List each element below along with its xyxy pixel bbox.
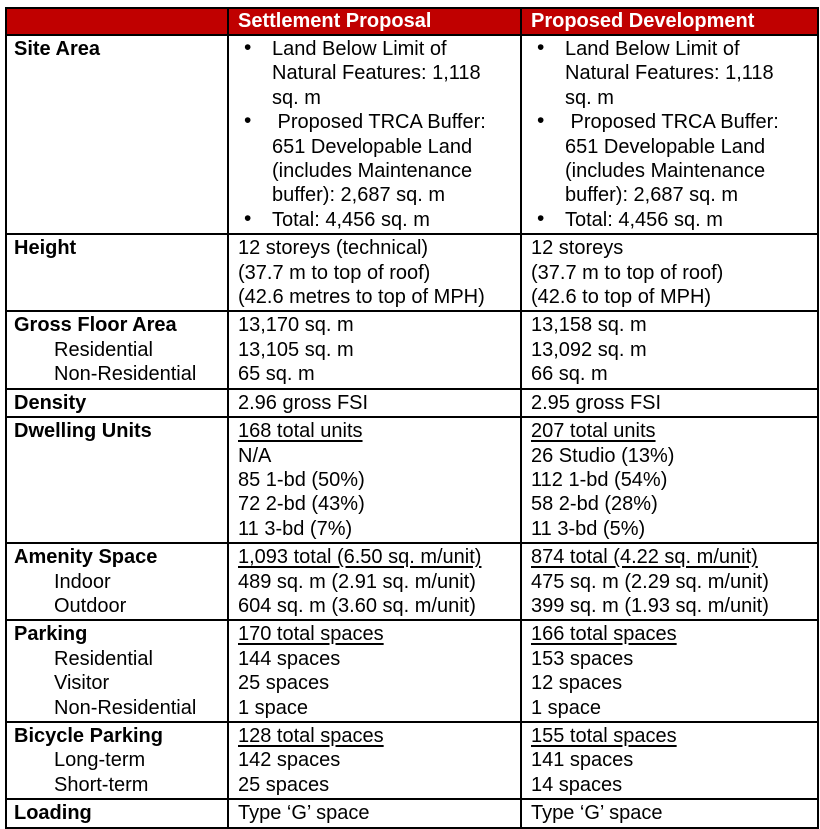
bullet-text: Proposed TRCA Buffer:	[565, 111, 779, 134]
value-line: 399 sq. m (1.93 sq. m/unit)	[531, 594, 769, 617]
value-line: 13,092 sq. m	[531, 338, 647, 361]
settlement-value-cell	[228, 799, 521, 827]
row-sublabel: Non-Residential	[54, 363, 197, 386]
value-line: 112 1-bd (54%)	[531, 468, 668, 491]
row-label-cell	[6, 389, 228, 417]
bullet-line	[238, 110, 517, 134]
comparison-table	[5, 7, 819, 829]
settlement-value-cell	[228, 722, 521, 799]
bullet-line	[238, 37, 517, 61]
row-label-cell	[6, 417, 228, 543]
value-line: 170 total spaces	[238, 623, 384, 646]
value-line: 13,158 sq. m	[531, 314, 647, 337]
settlement-value-cell	[228, 35, 521, 234]
corner-header-cell	[6, 8, 228, 35]
row-sublabel: Visitor	[54, 672, 110, 695]
development-value-cell	[521, 799, 818, 827]
value-line: 85 1-bd (50%)	[238, 468, 365, 491]
value-line: 604 sq. m (3.60 sq. m/unit)	[238, 594, 476, 617]
value-line: Natural Features: 1,118	[272, 62, 481, 85]
value-line: 651 Developable Land	[565, 135, 766, 158]
value-line: sq. m	[272, 86, 321, 109]
comparison-table-container	[5, 7, 819, 829]
development-value-cell	[521, 389, 818, 417]
table-row-bicycle-parking	[6, 722, 818, 799]
value-line: 25 spaces	[238, 672, 330, 695]
table-row-loading	[6, 799, 818, 827]
value-line: 141 spaces	[531, 749, 634, 772]
value-line: 66 sq. m	[531, 363, 608, 386]
row-sublabel: Non-Residential	[54, 696, 197, 719]
settlement-value-cell	[228, 234, 521, 311]
development-value-cell	[521, 311, 818, 388]
table-row-amenity-space	[6, 543, 818, 620]
row-label: Parking	[14, 623, 88, 646]
value-line: 12 storeys	[531, 237, 624, 260]
value-line: 65 sq. m	[238, 363, 315, 386]
row-label-cell	[6, 35, 228, 234]
value-line: 153 spaces	[531, 647, 634, 670]
table-row-gross-floor-area	[6, 311, 818, 388]
settlement-value-cell	[228, 543, 521, 620]
proposed-development-header: Proposed Development	[521, 8, 818, 35]
row-label-cell	[6, 543, 228, 620]
settlement-value-cell	[228, 417, 521, 543]
row-label-cell	[6, 722, 228, 799]
row-sublabel: Outdoor	[54, 594, 127, 617]
value-line: (includes Maintenance	[565, 160, 766, 183]
row-sublabel: Residential	[54, 647, 153, 670]
bullet-text: Land Below Limit of	[565, 38, 740, 60]
bullet-line	[531, 37, 814, 61]
development-value-cell	[521, 722, 818, 799]
header-row	[6, 8, 818, 35]
value-line: (42.6 metres to top of MPH)	[238, 286, 485, 309]
value-line: 144 spaces	[238, 647, 341, 670]
table-row-height	[6, 234, 818, 311]
value-line: 142 spaces	[238, 749, 341, 772]
value-line: Type ‘G’ space	[238, 802, 370, 825]
value-line: (includes Maintenance	[272, 160, 473, 183]
value-line: 489 sq. m (2.91 sq. m/unit)	[238, 570, 476, 593]
row-label: Amenity Space	[14, 546, 158, 569]
development-value-cell	[521, 35, 818, 234]
value-line: 12 storeys (technical)	[238, 237, 429, 260]
bullet-line	[238, 208, 517, 232]
value-line: 72 2-bd (43%)	[238, 493, 365, 516]
table-row-parking	[6, 620, 818, 722]
value-line: 2.96 gross FSI	[238, 391, 369, 414]
bullet-marker-icon: •	[244, 206, 252, 230]
row-sublabel: Residential	[54, 338, 153, 361]
value-line: sq. m	[565, 86, 614, 109]
bullet-text: Total: 4,456 sq. m	[565, 208, 723, 231]
value-line: Natural Features: 1,118	[565, 62, 774, 85]
value-line: 11 3-bd (7%)	[238, 517, 353, 540]
row-sublabel: Short-term	[54, 773, 149, 796]
row-label: Bicycle Parking	[14, 724, 163, 747]
value-line: 25 spaces	[238, 773, 330, 796]
value-line: N/A	[238, 444, 272, 467]
bullet-marker-icon: •	[537, 109, 545, 133]
row-label: Loading	[14, 802, 92, 825]
value-line: 1 space	[531, 696, 602, 719]
development-value-cell	[521, 620, 818, 722]
table-row-dwelling-units	[6, 417, 818, 543]
value-line: 874 total (4.22 sq. m/unit)	[531, 546, 758, 569]
value-line: 128 total spaces	[238, 724, 384, 747]
table-row-site-area	[6, 35, 818, 234]
bullet-marker-icon: •	[537, 36, 545, 59]
value-line: 207 total units	[531, 420, 656, 443]
value-line: 168 total units	[238, 420, 363, 443]
development-value-cell	[521, 234, 818, 311]
row-label: Site Area	[14, 38, 100, 60]
row-label: Gross Floor Area	[14, 314, 177, 337]
development-value-cell	[521, 543, 818, 620]
bullet-marker-icon: •	[244, 109, 252, 133]
value-line: 26 Studio (13%)	[531, 444, 675, 467]
bullet-line	[531, 208, 814, 232]
value-line: 651 Developable Land	[272, 135, 473, 158]
value-line: 475 sq. m (2.29 sq. m/unit)	[531, 570, 769, 593]
value-line: Type ‘G’ space	[531, 802, 663, 825]
value-line: buffer): 2,687 sq. m	[272, 184, 446, 207]
value-line: (42.6 to top of MPH)	[531, 286, 712, 309]
development-value-cell	[521, 417, 818, 543]
row-sublabel: Long-term	[54, 749, 146, 772]
value-line: 155 total spaces	[531, 724, 677, 747]
row-label: Dwelling Units	[14, 420, 152, 443]
row-sublabel: Indoor	[54, 570, 111, 593]
value-line: 12 spaces	[531, 672, 623, 695]
settlement-value-cell	[228, 389, 521, 417]
value-line: 11 3-bd (5%)	[531, 517, 646, 540]
value-line: 1 space	[238, 696, 309, 719]
bullet-marker-icon: •	[537, 206, 545, 230]
value-line: 166 total spaces	[531, 623, 677, 646]
table-body	[6, 35, 818, 828]
bullet-line	[531, 110, 814, 134]
value-line: 1,093 total (6.50 sq. m/unit)	[238, 546, 482, 569]
row-label-cell	[6, 234, 228, 311]
value-line: 13,105 sq. m	[238, 338, 354, 361]
bullet-text: Total: 4,456 sq. m	[272, 208, 430, 231]
bullet-marker-icon: •	[244, 36, 252, 59]
value-line: 13,170 sq. m	[238, 314, 354, 337]
value-line: 2.95 gross FSI	[531, 391, 662, 414]
row-label: Height	[14, 237, 77, 260]
settlement-value-cell	[228, 620, 521, 722]
bullet-text: Proposed TRCA Buffer:	[272, 111, 486, 134]
value-line: buffer): 2,687 sq. m	[565, 184, 739, 207]
settlement-proposal-header: Settlement Proposal	[228, 8, 521, 35]
value-line: 58 2-bd (28%)	[531, 493, 658, 516]
table-row-density	[6, 389, 818, 417]
row-label-cell	[6, 311, 228, 388]
bullet-text: Land Below Limit of	[272, 38, 447, 60]
settlement-value-cell	[228, 311, 521, 388]
row-label-cell	[6, 799, 228, 827]
value-line: (37.7 m to top of roof)	[531, 261, 724, 284]
value-line: 14 spaces	[531, 773, 623, 796]
value-line: (37.7 m to top of roof)	[238, 261, 431, 284]
row-label-cell	[6, 620, 228, 722]
row-label: Density	[14, 391, 87, 414]
